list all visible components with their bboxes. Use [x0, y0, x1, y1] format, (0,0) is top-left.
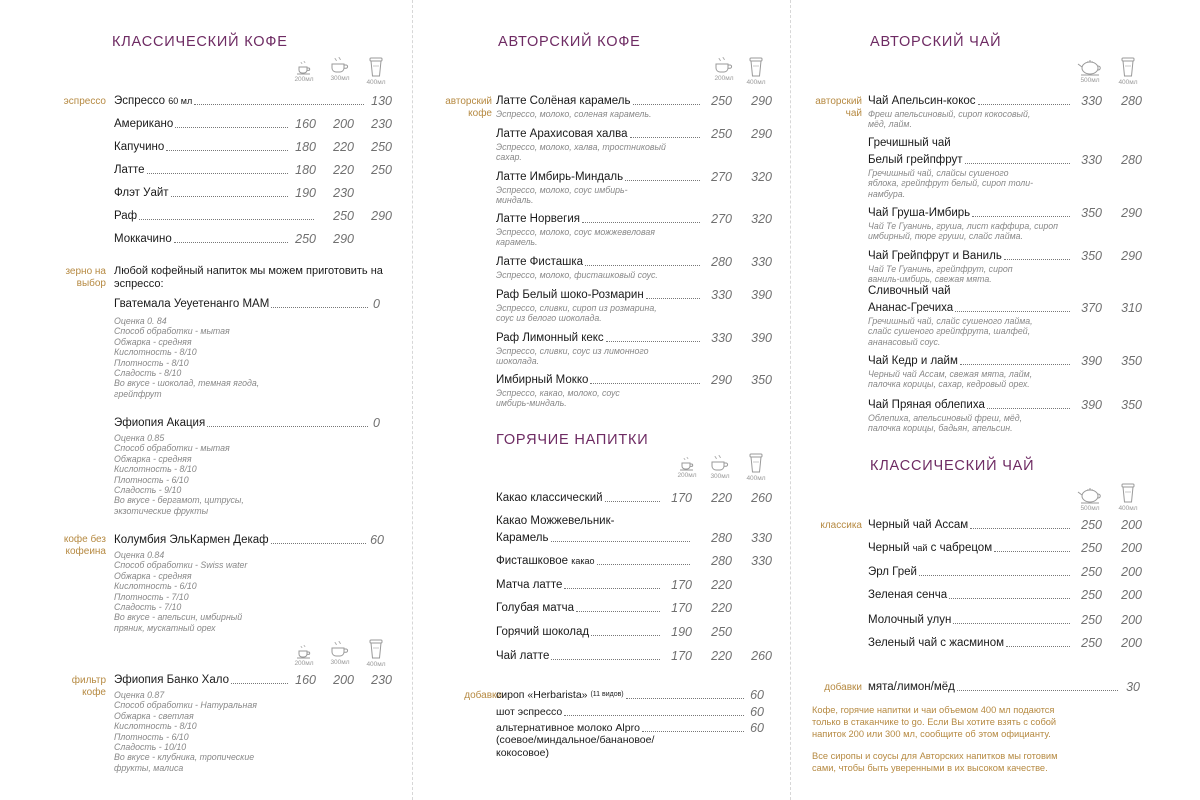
price-p2: 280 [1121, 153, 1142, 167]
description-line: Оценка 0.87 [114, 690, 165, 700]
item-name: Чай Пряная облепиха [868, 399, 985, 411]
item-description [496, 303, 714, 324]
description-line: Эспрессо, молоко, соус можжевеловая [496, 227, 655, 237]
leader-dots [606, 341, 700, 342]
description-line: Кофе, горячие напитки и чаи объемом 400 мл подаются [812, 705, 1055, 715]
description-line: пряник, мускатный орех [114, 622, 216, 633]
price-p1: 390 [1081, 398, 1102, 412]
description-line: Сладость - 7/10 [114, 602, 182, 613]
description-line: Эспрессо, какао, молоко, соус [496, 388, 620, 398]
classic-coffee-title: КЛАССИЧЕСКИЙ КОФЕ [112, 34, 288, 50]
item-name: Чай Грейпфрут и Ваниль [868, 250, 1002, 262]
price-p1: 270 [711, 170, 732, 184]
menu-row-classic-tea [868, 539, 1142, 555]
description-line: Обжарка - средняя [114, 453, 192, 464]
item-description [868, 109, 1078, 130]
price-p1: 250 [1081, 518, 1102, 532]
price-p1: 250 [1081, 565, 1102, 579]
leader-dots [625, 180, 700, 181]
price-p3: 260 [751, 491, 772, 505]
menu-row-author-tea [868, 396, 1142, 412]
leader-dots [551, 541, 690, 542]
leader-dots [978, 104, 1070, 105]
price-p2: 320 [751, 170, 772, 184]
description-line: Эспрессо, сливки, соус из лимонного [496, 346, 649, 356]
description-line: Облепиха, апельсиновый фреш, мёд, [868, 413, 1023, 423]
description-line: Во вкусе - клубника, тропические [114, 752, 255, 763]
leader-dots [633, 104, 700, 105]
price: 60 [750, 721, 764, 735]
description-line: сами, чтобы быть уверенными в их высоком качестве. [812, 763, 1048, 773]
alpro-milk-options [496, 734, 716, 760]
item-name: Ананас-Гречиха [868, 302, 954, 314]
item-description [496, 185, 714, 206]
size-300-cup-icon-4: 300мл [704, 454, 736, 480]
description-line: Гречишный чай, слайсы сушеного [868, 168, 1009, 178]
menu-row-hot-drink [496, 529, 772, 545]
size-400-togo-cup-icon-5: 400мл [1114, 56, 1142, 86]
description-line: экзотические фрукты [114, 505, 209, 516]
category-additives: добавки [464, 690, 502, 701]
price-p2: 290 [1121, 206, 1142, 220]
item-name-first-line: Гречишный чай [868, 137, 951, 149]
leader-dots [626, 698, 744, 699]
leader-dots [585, 265, 700, 266]
banko-halo-description [114, 690, 344, 773]
item-name-cont: с чабрецом [930, 542, 993, 554]
item-description [496, 270, 714, 280]
description-line: соус из белого шоколада. [496, 313, 602, 324]
description-line: Сладость - 8/10 [114, 368, 182, 379]
item-name-small: (11 видов) [590, 691, 624, 698]
category-classic-tea: классика [820, 520, 862, 531]
price-p1: 330 [1081, 94, 1102, 108]
menu-row-guatemala: Гватемала Уеуетенанго МАМ 0 [114, 297, 380, 311]
menu-row-banko-halo: Эфиопия Банко Хало 160 200 230 [114, 673, 392, 687]
menu-row-cappuccino: Капучино 180 220 250 [114, 140, 392, 154]
description-line: Способ обработки - Swiss water [114, 560, 248, 571]
leader-dots [972, 216, 1070, 217]
menu-row-classic-tea [868, 634, 1142, 650]
price-p1: 250 [1081, 588, 1102, 602]
item-name: Какао Можжевельник- [496, 515, 615, 527]
menu-row-latte: Латте 180 220 250 [114, 163, 392, 177]
menu-row-author-coffee [496, 329, 772, 345]
item-name-small: чай [912, 543, 928, 553]
price-p2: 220 [711, 649, 732, 663]
leader-dots [953, 623, 1070, 624]
item-description [496, 109, 714, 119]
menu-row-moccachino: Моккачино 250 290 [114, 232, 354, 246]
item-name: Чай Груша-Имбирь [868, 207, 971, 219]
price-p1: 250 [1081, 636, 1102, 650]
leader-dots [955, 311, 1070, 312]
price-p2: 390 [751, 288, 772, 302]
leader-dots [1006, 646, 1070, 647]
description-line: Кислотность - 6/10 [114, 581, 197, 592]
description-line: Фреш апельсиновый, сироп кокосовый, [868, 109, 1031, 119]
price-p2: 290 [751, 94, 772, 108]
menu-row-hot-drink [496, 576, 772, 592]
leader-dots [1004, 259, 1070, 260]
item-name-first-line: Сливочный чай [868, 285, 951, 297]
description-line: фрукты, малиса [114, 762, 184, 773]
description-line: Способ обработки - мытая [114, 326, 230, 337]
price-p2: 200 [1121, 565, 1142, 579]
item-name: альтернативное молоко Alpro [496, 722, 640, 734]
item-name: Раф Лимонный кекс [496, 332, 604, 344]
size-200-cup-icon-3: 200мл [708, 56, 740, 82]
menu-row-author-coffee [496, 168, 772, 184]
item-name: Черный [868, 542, 910, 554]
menu-row-americano: Американо 160 200 230 [114, 117, 392, 131]
description-line: (соевое/миндальное/банановое/ [496, 734, 655, 746]
leader-dots [590, 383, 700, 384]
menu-row-hot-drink [496, 647, 772, 663]
price: 60 [750, 705, 764, 719]
description-line: мёд, лайм. [868, 119, 912, 130]
price-p2: 220 [711, 601, 732, 615]
leader-dots [576, 611, 660, 612]
description-line: грейпфрут [114, 388, 162, 399]
description-line: Чай Те Гуанинь, груша, лист каффира, сироп [868, 221, 1059, 231]
item-name: Фисташковое [496, 555, 569, 567]
category-author-coffee: авторский кофе [445, 96, 492, 119]
price-p2: 310 [1121, 301, 1142, 315]
item-name: Черный чай Ассам [868, 519, 969, 531]
price-p2: 200 [1121, 636, 1142, 650]
size-400-togo-cup-icon-6: 400мл [1114, 482, 1142, 512]
leader-dots [646, 298, 700, 299]
author-tea-title: АВТОРСКИЙ ЧАЙ [870, 34, 1002, 50]
menu-row-hot-drink [496, 599, 772, 615]
description-line: напиток 200 или 300 мл, сообщите об этом официанту. [812, 729, 1051, 739]
price-p2: 350 [1121, 354, 1142, 368]
item-name: Чай латте [496, 650, 550, 662]
description-line: миндаль. [496, 195, 534, 206]
description-line: Эспрессо, молоко, соленая карамель. [496, 109, 652, 119]
menu-row-mint-lemon-honey: мята/лимон/мёд 30 [868, 680, 1140, 694]
item-name: шот эспрессо [496, 706, 563, 718]
item-name: Матча латте [496, 579, 563, 591]
price-p1: 330 [1081, 153, 1102, 167]
description-line: яблока, грейпфрут белый, сироп толи- [868, 178, 1034, 189]
author-tea-column [790, 0, 1200, 800]
category-filter-coffee: фильтр кофе [71, 675, 106, 698]
hot-drinks-title: ГОРЯЧИЕ НАПИТКИ [496, 432, 649, 448]
leader-dots [987, 408, 1070, 409]
size-400-togo-cup-icon: 400мл [362, 56, 390, 86]
item-name: Латте Арахисовая халва [496, 128, 628, 140]
description-line: Сладость - 10/10 [114, 742, 187, 753]
price-p2: 280 [711, 554, 732, 568]
serving-note [812, 704, 1142, 740]
description-line: ваниль-имбирь, свежая мята. [868, 274, 992, 285]
description-line: палочка корицы, бадьян, апельсин. [868, 423, 1013, 434]
item-name: Зеленый чай с жасмином [868, 637, 1005, 649]
description-line: только в стаканчике to go. Если Вы хотите взять с собой [812, 717, 1057, 727]
description-line: Обжарка - средняя [114, 336, 192, 347]
description-line: Эспрессо, молоко, халва, тростниковый [496, 142, 666, 152]
leader-dots [960, 364, 1070, 365]
leader-dots [605, 501, 660, 502]
menu-row-classic-tea [868, 586, 1142, 602]
menu-row-hot-drink [496, 623, 772, 639]
price-p2: 390 [751, 331, 772, 345]
classic-coffee-column [0, 0, 412, 800]
classic-tea-title: КЛАССИЧЕСКИЙ ЧАЙ [870, 458, 1035, 474]
price-p1: 290 [711, 373, 732, 387]
leader-dots [965, 163, 1070, 164]
price-p1: 350 [1081, 206, 1102, 220]
category-author-tea: авторский чай [815, 96, 862, 119]
price-p2: 200 [1121, 588, 1142, 602]
description-line: Все сиропы и соусы для Авторских напитков мы готовим [812, 751, 1058, 761]
description-line: Плотность - 6/10 [114, 474, 189, 485]
item-description [868, 264, 1078, 285]
item-name: Белый грейпфрут [868, 154, 963, 166]
description-line: Плотность - 7/10 [114, 591, 189, 602]
price-p1: 330 [711, 331, 732, 345]
leader-dots [919, 575, 1070, 576]
price-p1: 350 [1081, 249, 1102, 263]
menu-row-classic-tea [868, 516, 1142, 532]
menu-row-colombia-decaf: Колумбия ЭльКармен Декаф 60 [114, 533, 384, 547]
description-line: палочка корицы, сахар, кедровый орех. [868, 379, 1030, 390]
price-p2: 220 [711, 578, 732, 592]
menu-row-ethiopia-akacia: Эфиопия Акация 0 [114, 416, 380, 430]
leader-dots [564, 588, 660, 589]
price-p2: 350 [751, 373, 772, 387]
item-name: Имбирный Мокко [496, 374, 589, 386]
category-tea-additives: добавки [824, 682, 862, 693]
ethiopia-akacia-description [114, 433, 344, 516]
price-p1: 170 [671, 578, 692, 592]
item-description [868, 221, 1078, 242]
price-p1: 270 [711, 212, 732, 226]
description-line: Способ обработки - Натуральная [114, 700, 257, 711]
menu-row-classic-tea [868, 611, 1142, 627]
item-name: Какао классический [496, 492, 603, 504]
description-line: Плотность - 8/10 [114, 357, 189, 368]
description-line: кокосовое) [496, 747, 549, 759]
item-description [868, 369, 1078, 390]
description-line: Оценка 0. 84 [114, 316, 167, 326]
item-name: Голубая матча [496, 602, 575, 614]
menu-row-espresso: Эспрессо 60 мл 130 [114, 94, 392, 108]
size-200-cup-icon: 200мл [290, 60, 318, 83]
item-description [496, 388, 714, 409]
author-coffee-title: АВТОРСКИЙ КОФЕ [498, 34, 641, 50]
price-p1: 370 [1081, 301, 1102, 315]
size-400-togo-cup-icon-4: 400мл [742, 452, 770, 482]
description-line: Во вкусе - апельсин, имбирный [114, 612, 243, 623]
price-p3: 330 [751, 554, 772, 568]
item-name-small: какао [571, 556, 595, 566]
leader-dots [994, 551, 1070, 552]
menu-row-author-coffee [496, 371, 772, 387]
description-line: Обжарка - средняя [114, 570, 192, 581]
price-p1: 170 [671, 491, 692, 505]
item-name: Чай Апельсин-кокос [868, 95, 976, 107]
menu-row-additive [496, 686, 764, 702]
description-line: Кислотность - 8/10 [114, 464, 197, 475]
price-p1: 170 [671, 601, 692, 615]
size-400-togo-cup-icon-2: 400мл [362, 638, 390, 668]
description-line: сахар. [496, 152, 522, 163]
menu-row-author-coffee [496, 253, 772, 269]
price-p2: 250 [711, 625, 732, 639]
menu-row-author-coffee [496, 125, 772, 141]
item-description [496, 227, 714, 248]
menu-row-hot-drink [496, 552, 772, 568]
menu-row-hot-drink [496, 489, 772, 505]
leader-dots [591, 635, 660, 636]
item-description [868, 413, 1078, 434]
leader-dots [551, 659, 660, 660]
menu-row-author-tea [868, 247, 1142, 263]
size-200-cup-icon-4: 200мл [674, 456, 700, 479]
price-p2: 220 [711, 491, 732, 505]
description-line: Эспрессо, молоко, соус имбирь- [496, 185, 628, 195]
price-p1: 330 [711, 288, 732, 302]
price-p1: 170 [671, 649, 692, 663]
author-coffee-column [412, 0, 790, 800]
description-line: Чай Те Гуанинь, грейпфрут, сироп [868, 264, 1013, 274]
size-400-togo-cup-icon-3: 400мл [742, 56, 770, 86]
menu-row-additive [496, 703, 764, 719]
description-line: Во вкусе - шоколад, темная ягода, [114, 378, 260, 389]
price-p2: 200 [1121, 613, 1142, 627]
description-line: Эспрессо, сливки, сироп из розмарина, [496, 303, 657, 313]
item-name: Карамель [496, 532, 549, 544]
item-name: Латте Имбирь-Миндаль [496, 171, 624, 183]
description-line: имбирь-миндаль. [496, 398, 567, 409]
bean-intro-text: Любой кофейный напиток мы можем приготовить на эспрессо: [114, 265, 383, 290]
menu-row-author-tea [868, 92, 1142, 108]
item-name: Горячий шоколад [496, 626, 590, 638]
item-description [868, 168, 1078, 199]
category-decaf: кофе без кофеина [63, 534, 106, 557]
colombia-description [114, 550, 344, 633]
menu-row-author-tea [868, 204, 1142, 220]
description-line: Плотность - 6/10 [114, 731, 189, 742]
description-line: Эспрессо, молоко, фисташковый соус. [496, 270, 658, 280]
price-p2: 280 [711, 531, 732, 545]
item-name: Эрл Грей [868, 566, 917, 578]
description-line: Во вкусе - бергамот, цитрусы, [114, 495, 244, 506]
size-500-teapot-icon: 500мл [1072, 56, 1108, 84]
leader-dots [949, 598, 1070, 599]
description-line: Кислотность - 8/10 [114, 347, 197, 358]
price-p1: 250 [711, 127, 732, 141]
description-line: карамель. [496, 237, 538, 248]
item-name: Латте Солёная карамель [496, 95, 631, 107]
menu-row-author-tea [868, 352, 1142, 368]
description-line: Обжарка - светлая [114, 710, 194, 721]
description-line: шоколада. [496, 356, 540, 367]
menu-row-author-coffee [496, 210, 772, 226]
size-300-cup-icon-2: 300мл [324, 640, 356, 666]
item-description [868, 316, 1078, 347]
category-espresso: эспрессо [63, 96, 106, 107]
description-line: Гречишный чай, слайс сушеного лайма, [868, 316, 1033, 326]
price-p2: 320 [751, 212, 772, 226]
leader-dots [597, 564, 690, 565]
description-line: Сладость - 9/10 [114, 485, 182, 496]
description-line: намбура. [868, 188, 906, 199]
menu-row-flatwhite: Флэт Уайт 190 230 [114, 186, 354, 200]
leader-dots [630, 137, 701, 138]
menu-row-author-tea [868, 299, 1142, 315]
menu-row-raf: Раф 250 290 [114, 209, 392, 223]
item-name: Раф Белый шоко-Розмарин [496, 289, 644, 301]
item-description [496, 142, 714, 163]
leader-dots [642, 731, 744, 732]
item-name: сироп «Herbarista» [496, 689, 588, 701]
leader-dots [582, 222, 700, 223]
item-name: Чай Кедр и лайм [868, 355, 958, 367]
syrups-note [812, 750, 1142, 774]
item-name: Зеленая сенча [868, 589, 948, 601]
item-description [496, 346, 714, 367]
category-bean-choice: зерно на выбор [65, 266, 106, 289]
price-p2: 350 [1121, 398, 1142, 412]
price-p1: 250 [711, 94, 732, 108]
menu-row-classic-tea [868, 563, 1142, 579]
price-p3: 260 [751, 649, 772, 663]
description-line: имбирный, пюре груши, слайс лайма. [868, 231, 1023, 242]
price-p2: 200 [1121, 518, 1142, 532]
size-500-teapot-icon-2: 500мл [1072, 484, 1108, 512]
price: 60 [750, 688, 764, 702]
price-p2: 330 [751, 255, 772, 269]
price-p3: 330 [751, 531, 772, 545]
description-line: слайс сушеного грейпфрута, шалфей, [868, 326, 1031, 337]
menu-row-author-coffee [496, 92, 772, 108]
price-p2: 290 [751, 127, 772, 141]
item-name: Латте Норвегия [496, 213, 581, 225]
price-p2: 280 [1121, 94, 1142, 108]
menu-row-author-tea [868, 151, 1142, 167]
price-p1: 190 [671, 625, 692, 639]
price-p2: 200 [1121, 541, 1142, 555]
menu-row-additive [496, 719, 764, 735]
price-p1: 280 [711, 255, 732, 269]
menu-row-author-coffee [496, 286, 772, 302]
description-line: Черный чай Ассам, свежая мята, лайм, [868, 369, 1033, 379]
item-name: Латте Фисташка [496, 256, 584, 268]
description-line: Оценка 0.85 [114, 433, 165, 443]
price-p1: 250 [1081, 613, 1102, 627]
description-line: Оценка 0.84 [114, 550, 165, 560]
description-line: Кислотность - 8/10 [114, 721, 197, 732]
price-p2: 290 [1121, 249, 1142, 263]
price-p1: 250 [1081, 541, 1102, 555]
description-line: Способ обработки - мытая [114, 443, 230, 454]
price-p1: 390 [1081, 354, 1102, 368]
leader-dots [564, 715, 744, 716]
leader-dots [970, 528, 1070, 529]
guatemala-description [114, 316, 344, 399]
item-name: Молочный улун [868, 614, 952, 626]
size-200-cup-icon-2: 200мл [290, 644, 318, 667]
size-300-cup-icon: 300мл [324, 56, 356, 82]
description-line: ананасовый соус. [868, 336, 941, 347]
